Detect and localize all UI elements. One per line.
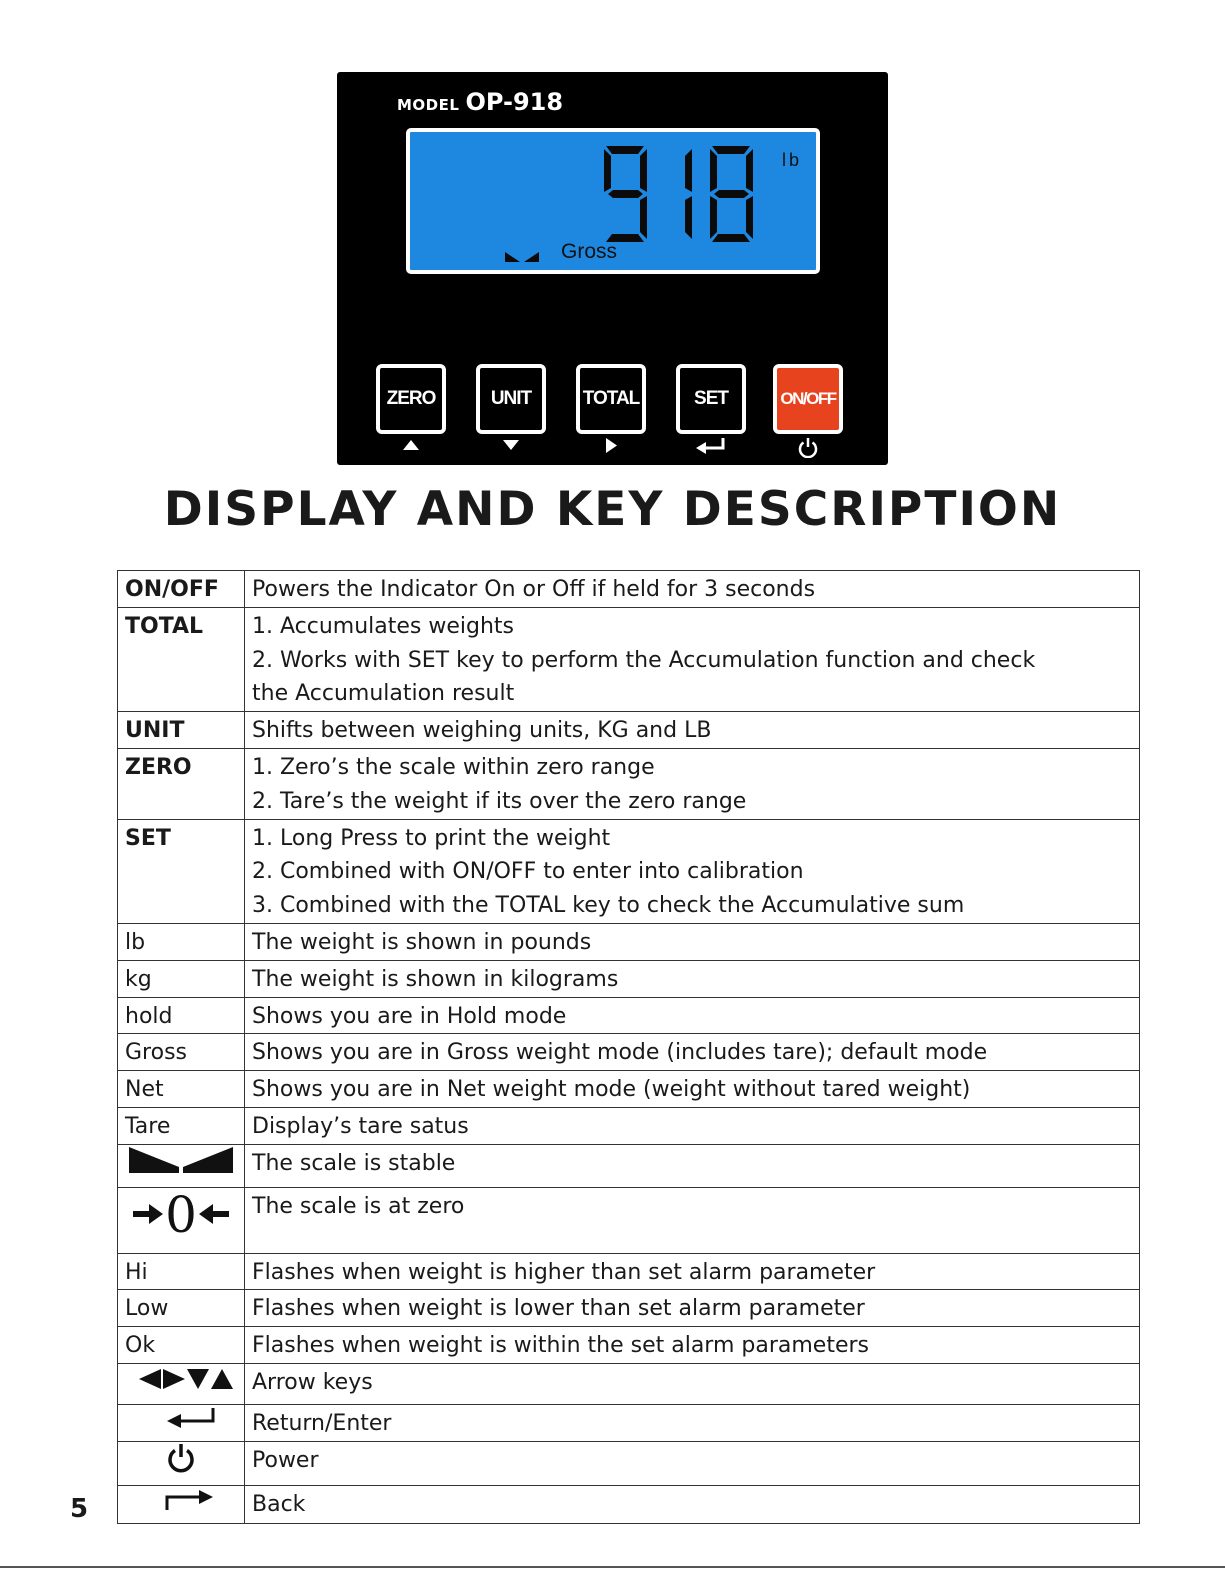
zero-key[interactable]: ZERO [376,364,446,434]
table-row [118,1404,1140,1441]
table-row [118,923,1140,960]
table-row [118,819,1140,923]
lcd-reading [600,140,780,250]
desc-line: Back [252,1491,306,1517]
row-key: hold [118,997,245,1034]
enter-icon [676,436,746,454]
key-description-table [117,570,1140,1524]
row-desc [245,607,1140,711]
row-desc [245,1187,1140,1253]
row-desc [245,1441,1140,1485]
desc-line: the Accumulation result [252,681,515,707]
page-divider [0,1566,1225,1568]
row-key: Hi [118,1253,245,1290]
desc-line: 3. Combined with the TOTAL key to check the Accumulative sum [252,893,965,919]
desc-line: 2. Tare’s the weight if its over the zero range [252,788,747,814]
desc-line: Flashes when weight is within the set alarm parameters [252,1333,869,1359]
desc-line: Display’s tare satus [252,1113,469,1139]
desc-line: The scale is at zero [252,1193,465,1219]
row-key [118,1144,245,1187]
desc-line: The scale is stable [252,1150,456,1176]
row-key: SET [118,819,245,923]
table-row [118,712,1140,749]
lcd-unit-label: lb [781,150,802,170]
lcd-mode-label: Gross [561,240,618,263]
row-key [118,1404,245,1441]
table-row [118,571,1140,608]
zero-indicator-icon [127,1188,235,1242]
desc-line: 1. Zero’s the scale within zero range [252,754,655,780]
row-desc [245,748,1140,819]
row-key [118,1363,245,1404]
arrow-keys-icon [127,1366,235,1392]
row-desc [245,1144,1140,1187]
desc-line: Arrow keys [252,1369,373,1395]
desc-line: Shows you are in Net weight mode (weight without tared weight) [252,1077,971,1103]
desc-line: Shifts between weighing units, KG and LB [252,718,712,744]
up-arrow-icon [376,436,446,452]
desc-line: 1. Long Press to print the weight [252,825,611,851]
table-row [118,1144,1140,1187]
indicator-device [337,72,888,465]
table-row [118,748,1140,819]
row-desc [245,1253,1140,1290]
row-desc [245,712,1140,749]
set-key[interactable]: SET [676,364,746,434]
row-desc [245,1071,1140,1108]
power-icon [127,1442,235,1474]
back-icon [127,1486,235,1512]
zero-glyph: 0 [165,1187,197,1242]
lcd-display [406,128,820,274]
table-row [118,960,1140,997]
row-desc [245,1107,1140,1144]
stable-icon [127,1145,235,1175]
row-key: Net [118,1071,245,1108]
model-prefix: MODEL [397,96,460,114]
table-row [118,1290,1140,1327]
desc-line: Flashes when weight is higher than set alarm parameter [252,1259,876,1285]
row-key: ON/OFF [118,571,245,608]
row-desc [245,571,1140,608]
desc-line: 2. Works with SET key to perform the Accumulation function and check [252,647,1036,673]
table-row [118,1327,1140,1364]
row-desc [245,960,1140,997]
desc-line: The weight is shown in kilograms [252,966,619,992]
row-key: TOTAL [118,607,245,711]
row-key: ZERO [118,748,245,819]
on-off-key[interactable]: ON/OFF [773,364,843,434]
table-row [118,1253,1140,1290]
row-key [118,1187,245,1253]
desc-line: Shows you are in Gross weight mode (includes tare); default mode [252,1040,988,1066]
row-desc [245,819,1140,923]
desc-line: The weight is shown in pounds [252,929,592,955]
unit-key[interactable]: UNIT [476,364,546,434]
model-name: OP-918 [465,88,564,116]
row-desc [245,1485,1140,1523]
table-row [118,1187,1140,1253]
row-key: kg [118,960,245,997]
row-desc [245,1404,1140,1441]
desc-line: Shows you are in Hold mode [252,1003,567,1029]
row-desc [245,1327,1140,1364]
row-key [118,1441,245,1485]
row-desc [245,1034,1140,1071]
table-row [118,1441,1140,1485]
desc-line: Powers the Indicator On or Off if held for 3 seconds [252,577,816,602]
table-row [118,997,1140,1034]
row-desc [245,923,1140,960]
total-key[interactable]: TOTAL [576,364,646,434]
desc-line: 1. Accumulates weights [252,613,515,639]
down-arrow-icon [476,436,546,452]
model-label [397,88,563,116]
row-key: Ok [118,1327,245,1364]
page-title: DISPLAY AND KEY DESCRIPTION [163,482,1062,537]
table-row [118,1071,1140,1108]
row-desc [245,1290,1140,1327]
desc-line: 2. Combined with ON/OFF to enter into calibration [252,859,804,885]
power-icon [773,436,843,458]
table-row [118,1107,1140,1144]
row-desc [245,997,1140,1034]
row-key [118,1485,245,1523]
table-row [118,1485,1140,1523]
right-arrow-icon [576,436,646,454]
desc-line: Return/Enter [252,1410,392,1436]
stable-icon [505,250,539,264]
row-key: UNIT [118,712,245,749]
table-row [118,1363,1140,1404]
desc-line: Power [252,1447,319,1473]
page-number: 5 [70,1494,89,1524]
row-desc [245,1363,1140,1404]
table-row [118,1034,1140,1071]
row-key: Tare [118,1107,245,1144]
row-key: Gross [118,1034,245,1071]
row-key: lb [118,923,245,960]
return-enter-icon [127,1406,235,1430]
row-key: Low [118,1290,245,1327]
table-row [118,607,1140,711]
desc-line: Flashes when weight is lower than set alarm parameter [252,1296,865,1322]
